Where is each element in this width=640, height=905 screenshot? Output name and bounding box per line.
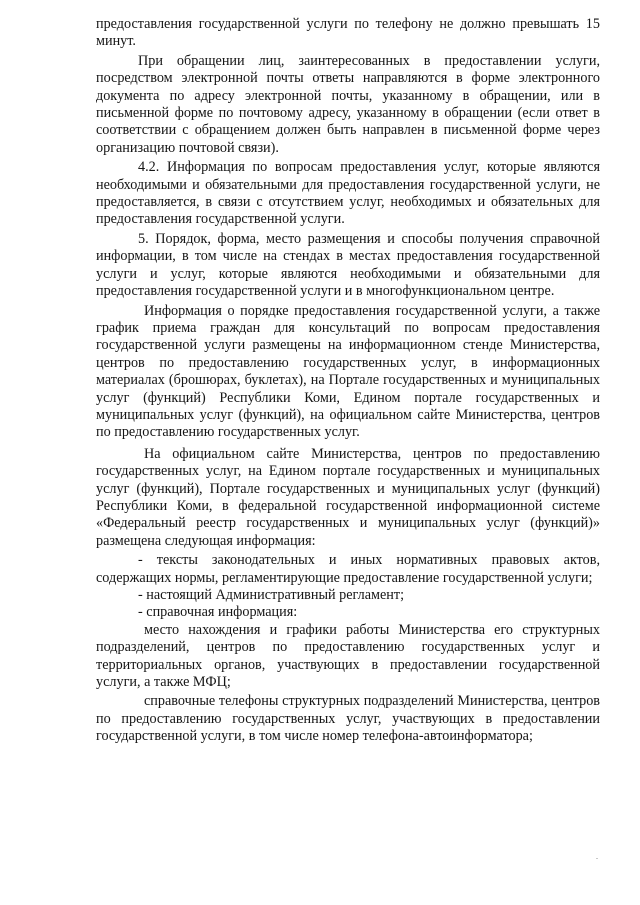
paragraph-reference-phones: справочные телефоны структурных подразделений Министерства, центров по предоставлению государственных услуг, участвующих в предоставлении государственной услуги, в том числе номер телефона-автоинформатора; [96,693,600,745]
paragraph-email-responses: При обращении лиц, заинтересованных в предоставлении услуги, посредством электронной почты ответы направляются в форме электронного документа по адресу электронной почты, указанному в обращении, или в письменной форме по почтовому адресу, указанному в обращении (если ответ в соответствии с обращением должен быть направлен в письменной форме через организацию почтовой связи). [96,52,600,156]
paragraph-official-site: На официальном сайте Министерства, центров по предоставлению государственных услуг, на Едином портале государственных и муниципальных услуг (функций), Портале государственных и муниципальных услуг (функций) Республики Коми, в федеральной государственной информационной системе «Федеральный реестр государственных и муниципальных услуг (функций)» размещена следующая информация: [96,445,600,549]
paragraph-locations-schedules: место нахождения и графики работы Министерства его структурных подразделений, центров по предоставлению государственных услуг и территориальных органов, участвующих в предоставлении государственной услуги, а также МФЦ; [96,621,600,691]
document-page [96,16,600,746]
list-item-reference-info: - справочная информация: [138,604,298,621]
paragraph-info-placement: Информация о порядке предоставления государственной услуги, а также график приема граждан для консультаций по вопросам предоставления государственной услуги размещены на информационном стенде Министерства, центров по предоставлению государственных услуг, в информационных материалах (брошюрах, буклетах), на Портале государственных и муниципальных услуг (функций) Республики Коми, Едином портале государственных и муниципальных услуг (функций), на официальном сайте Министерства, центров по предоставлению государственных услуг. [96,302,600,441]
paragraph-section-4-2: 4.2. Информация по вопросам предоставления услуг, которые являются необходимыми и обязательными для предоставления государственной услуги, не предоставляется, в связи с отсутствием услуг, необходимых и обязательных для предоставления государственной услуги. [96,159,600,228]
paragraph-phone-time-limit: предоставления государственной услуги по телефону не должно превышать 15 минут. [96,16,600,50]
list-item-legal-acts: - тексты законодательных и иных нормативных правовых актов, содержащих нормы, регламентирующие предоставление государственной услуги; [96,552,600,586]
paragraph-section-5: 5. Порядок, форма, место размещения и способы получения справочной информации, в том числе на стендах в местах предоставления государственной услуги и услуг, которые являются необходимыми и обязательными для предоставления государственной услуги и в многофункциональном центре. [96,230,600,300]
list-item-admin-regulation: - настоящий Административный регламент; [138,587,405,603]
scan-speck [596,858,598,859]
